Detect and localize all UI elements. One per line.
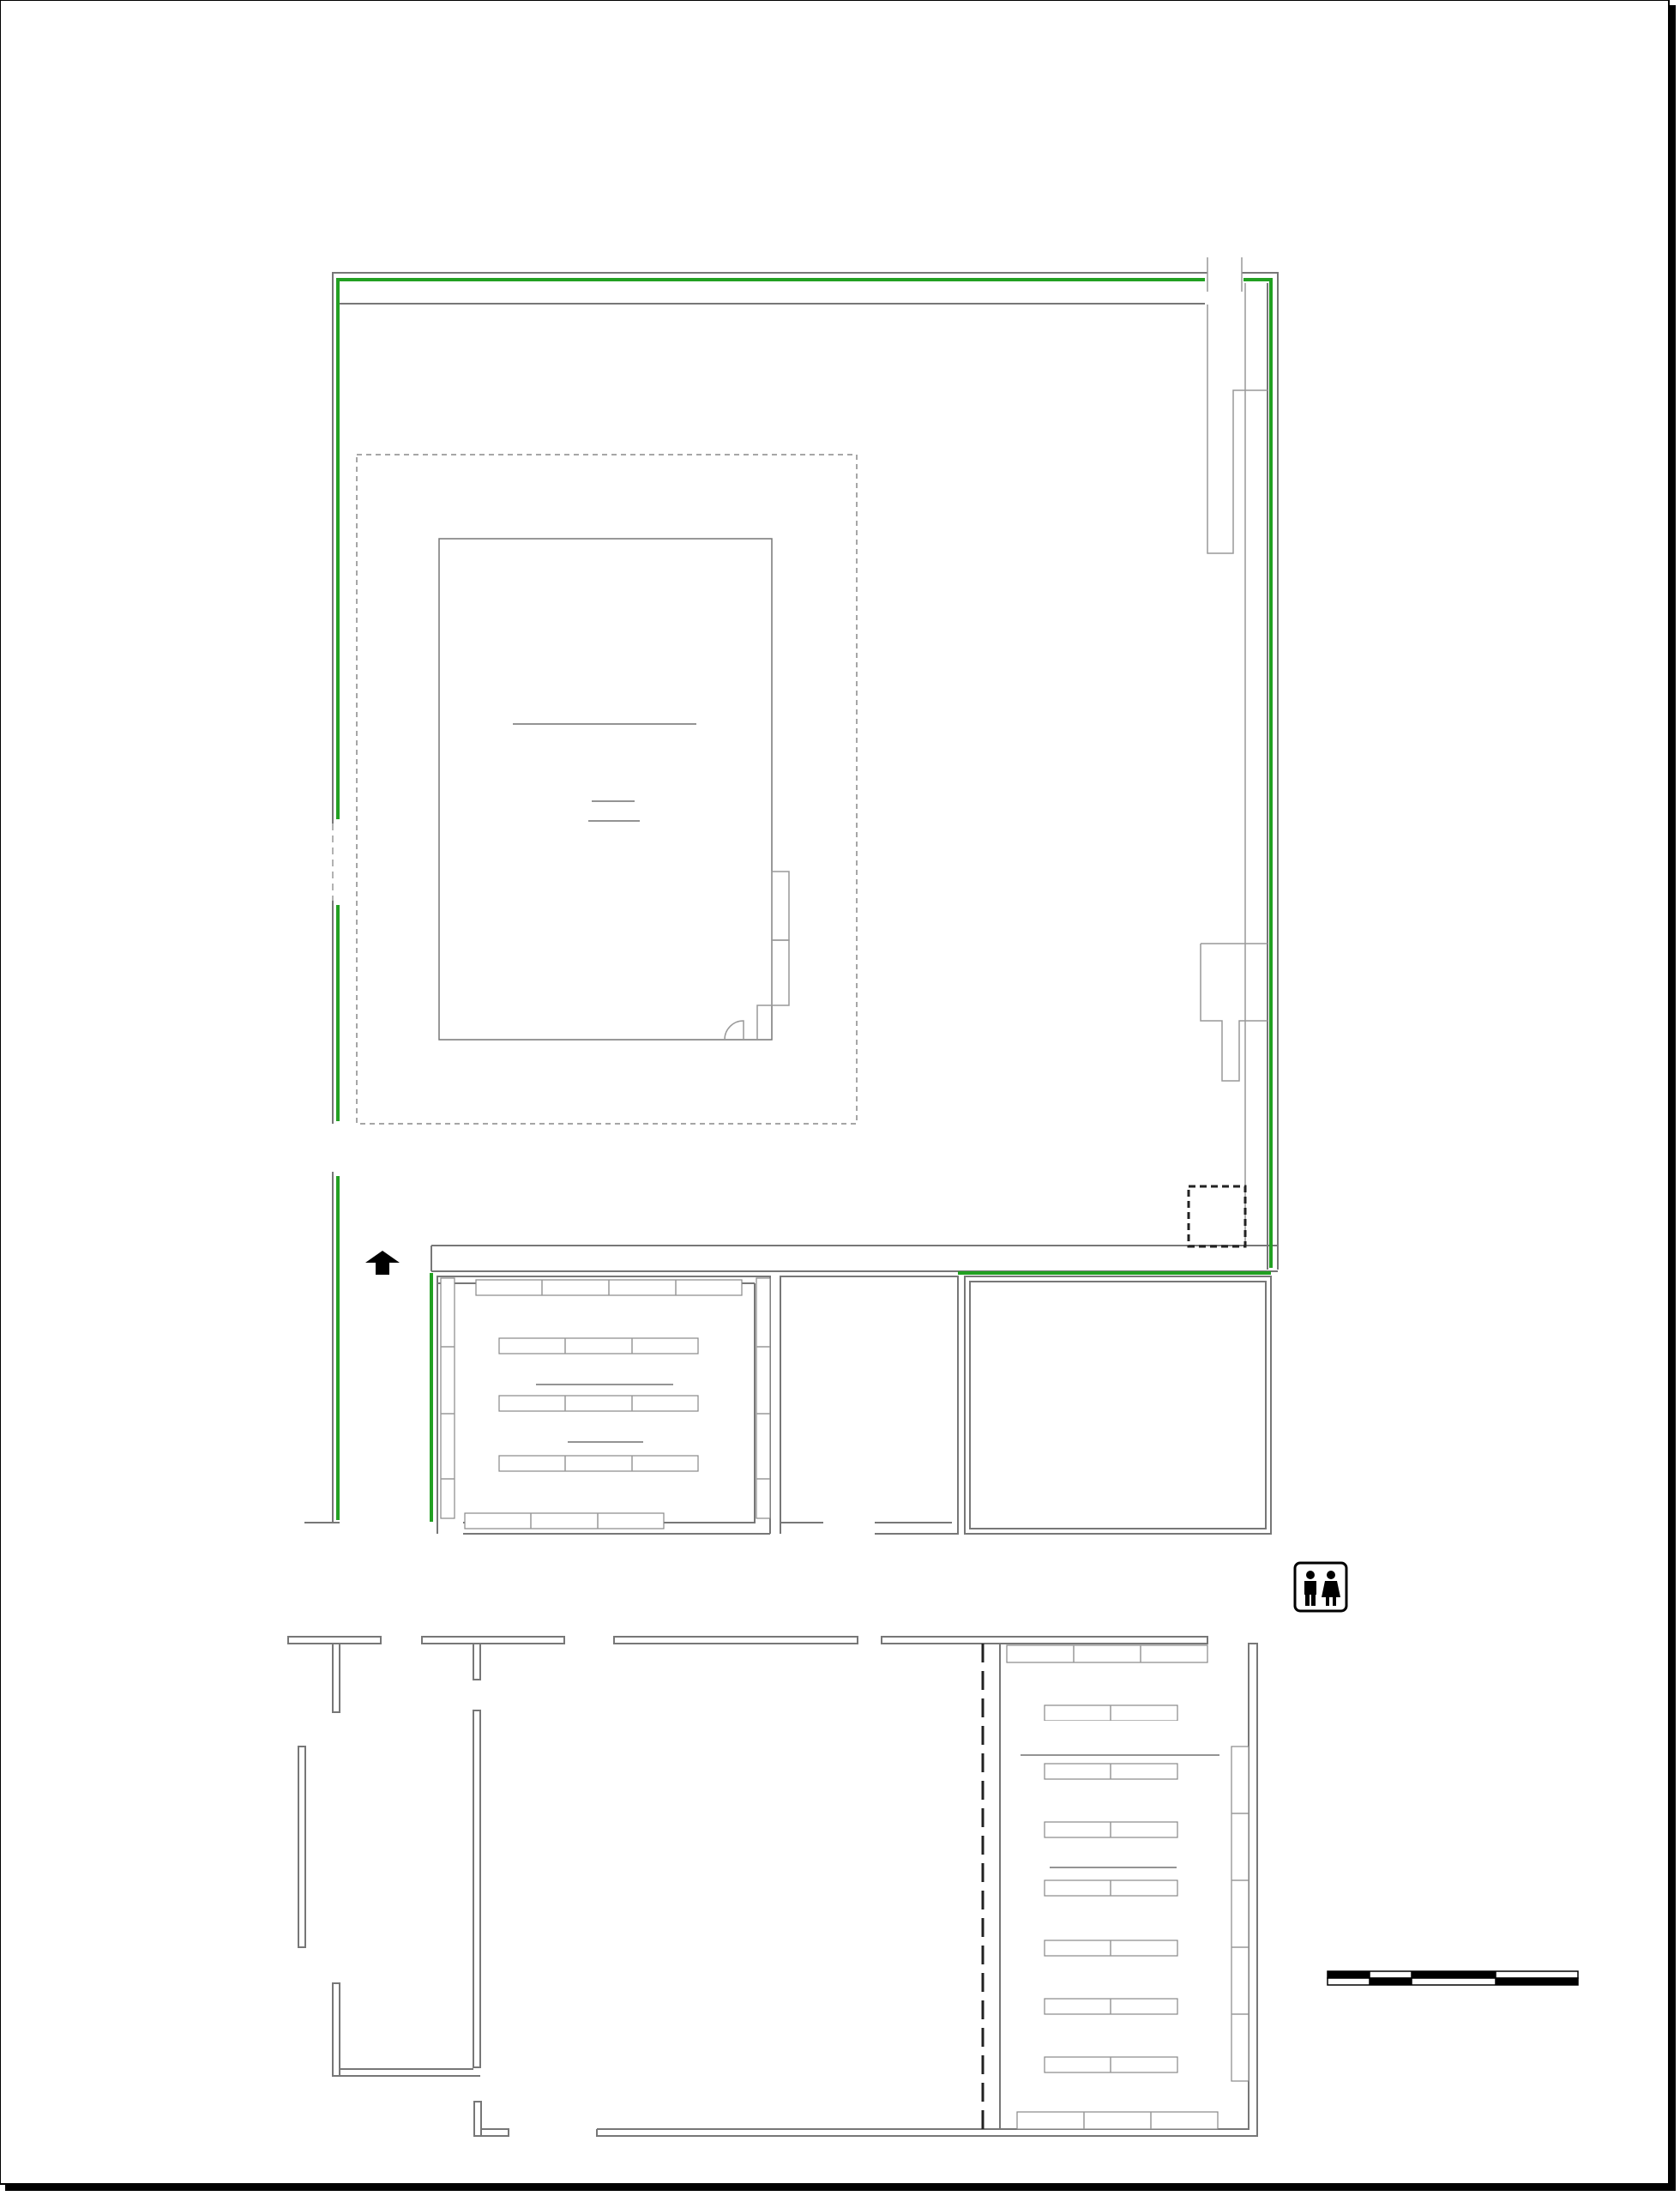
show-ring[interactable] — [439, 539, 772, 1040]
restroom-icon[interactable] — [1295, 1563, 1346, 1611]
scale-bar — [1328, 1971, 1578, 1985]
